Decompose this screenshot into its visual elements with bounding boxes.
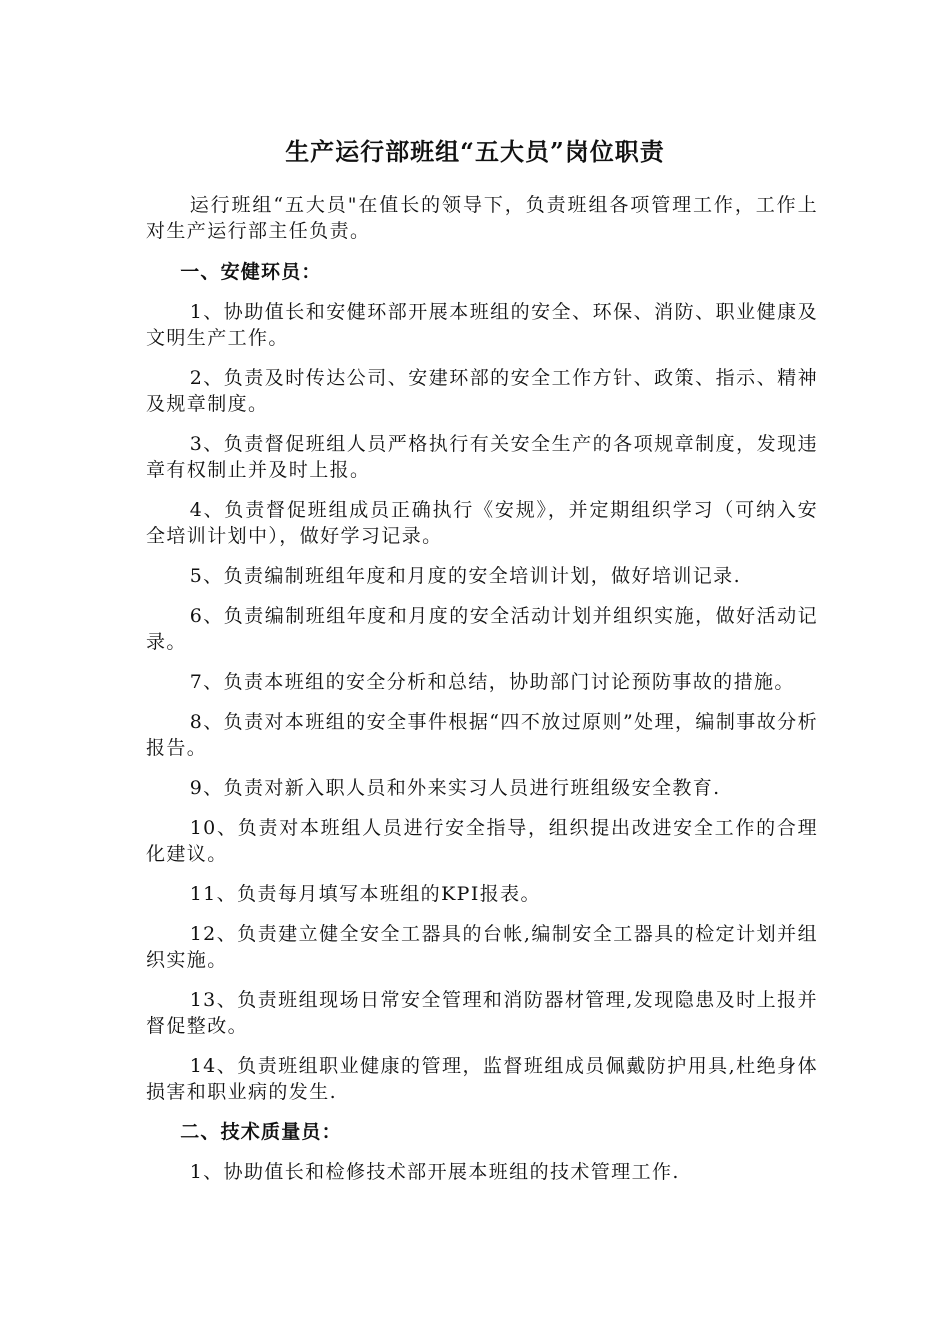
safety-item-6: 6、负责编制班组年度和月度的安全活动计划并组织实施，做好活动记录。: [146, 605, 818, 653]
safety-item-5: 5、负责编制班组年度和月度的安全培训计划，做好培训记录.: [189, 565, 742, 587]
safety-item-10: 10、负责对本班组人员进行安全指导，组织提出改进安全工作的合理化建议。: [146, 817, 818, 865]
safety-item-12: 12、负责建立健全安全工器具的台帐,编制安全工器具的检定计划并组织实施。: [146, 923, 818, 971]
safety-item-3: 3、负责督促班组人员严格执行有关安全生产的各项规章制度，发现违章有权制止并及时上报。: [146, 433, 818, 481]
safety-item-14: 14、负责班组职业健康的管理，监督班组成员佩戴防护用具,杜绝身体损害和职业病的发生.: [146, 1055, 818, 1103]
document-body: [146, 192, 818, 1199]
safety-item-11: 11、负责每月填写本班组的KPI报表。: [189, 883, 541, 905]
section-heading-safety: 一、安健环员：: [180, 261, 322, 283]
safety-item-2: 2、负责及时传达公司、安建环部的安全工作方针、政策、指示、精神及规章制度。: [146, 367, 818, 415]
safety-item-7: 7、负责本班组的安全分析和总结，协助部门讨论预防事故的措施。: [189, 671, 795, 693]
safety-item-13: 13、负责班组现场日常安全管理和消防器材管理,发现隐患及时上报并督促整改。: [146, 989, 818, 1037]
document-title: 生产运行部班组“五大员”岗位职责: [285, 137, 665, 166]
safety-item-8: 8、负责对本班组的安全事件根据“四不放过原则”处理，编制事故分析报告。: [146, 711, 818, 759]
intro-paragraph: 运行班组“五大员"在值长的领导下，负责班组各项管理工作，工作上对生产运行部主任负责。: [146, 194, 818, 242]
safety-item-9: 9、负责对新入职人员和外来实习人员进行班组级安全教育.: [189, 777, 721, 799]
technical-item-1: 1、协助值长和检修技术部开展本班组的技术管理工作.: [189, 1161, 680, 1183]
section-heading-technical-quality: 二、技术质量员：: [180, 1121, 342, 1143]
safety-item-1: 1、协助值长和安健环部开展本班组的安全、环保、消防、职业健康及文明生产工作。: [146, 301, 818, 349]
safety-item-4: 4、负责督促班组成员正确执行《安规》，并定期组织学习（可纳入安全培训计划中），做好学习记录。: [146, 499, 818, 547]
